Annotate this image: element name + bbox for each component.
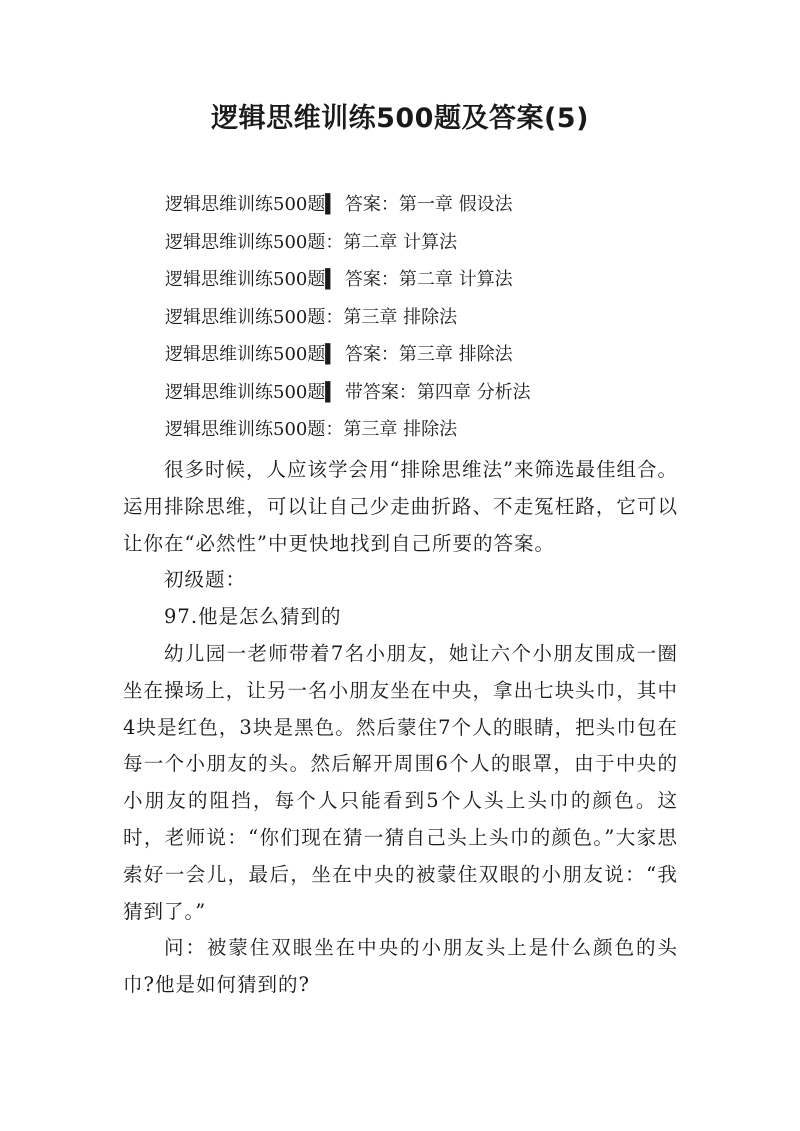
- question-paragraph: 幼儿园一老师带着7名小朋友，她让六个小朋友围成一圈坐在操场上，让另一名小朋友坐在中央，拿出七块头巾，其中4块是红色，3块是黑色。然后蒙住7个人的眼睛，把头巾包在每一个小朋友的头。然后解开周围6个人的眼罩，由于中央的小朋友的阻挡，每个人只能看到5个人头上头巾的颜色。这时，老师说：“你们现在猜一猜自己头上头巾的颜色。”大家思索好一会儿，最后，坐在中央的被蒙住双眼的小朋友说：“我猜到了。”: [123, 641, 678, 923]
- question-prompt: 问：被蒙住双眼坐在中央的小朋友头上是什么颜色的头巾?他是如何猜到的?: [123, 936, 678, 997]
- related-link[interactable]: 逻辑思维训练500题：第三章 排除法: [165, 419, 458, 440]
- article-body: [123, 452, 678, 1004]
- document-title: 逻辑思维训练500题及答案(5): [211, 103, 589, 134]
- related-link[interactable]: 逻辑思维训练500题▍ 答案：第二章 计算法: [165, 269, 513, 290]
- related-link[interactable]: 逻辑思维训练500题▍ 答案：第一章 假设法: [165, 194, 513, 215]
- related-link[interactable]: 逻辑思维训练500题▍ 带答案：第四章 分析法: [165, 381, 531, 403]
- related-links-list: [165, 186, 685, 449]
- section-heading: 初级题：: [164, 568, 247, 592]
- intro-paragraph: 很多时候，人应该学会用“排除思维法”来筛选最佳组合。运用排除思维，可以让自己少走曲折路、不走冤枉路，它可以让你在“必然性”中更快地找到自己所要的答案。: [123, 458, 678, 555]
- related-link[interactable]: 逻辑思维训练500题：第二章 计算法: [165, 231, 458, 253]
- related-link[interactable]: 逻辑思维训练500题：第三章 排除法: [165, 306, 458, 328]
- related-link[interactable]: 逻辑思维训练500题▍ 答案：第三章 排除法: [165, 344, 513, 365]
- question-title: 97.他是怎么猜到的: [164, 605, 342, 629]
